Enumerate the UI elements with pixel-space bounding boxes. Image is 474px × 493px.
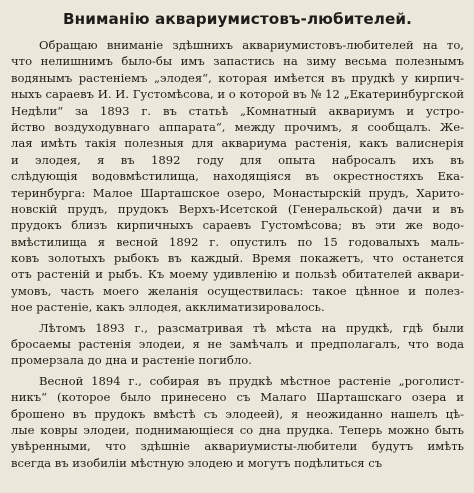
article-body <box>11 37 464 471</box>
article-paragraph-2 <box>11 320 464 369</box>
text-line: что нелишнимъ было-бы имъ запастись на зиму весьма полезнымъ <box>11 54 464 69</box>
text-line: Недѣли“ за 1893 г. въ статьѣ „Комнатный аквариумъ и устро- <box>11 103 464 118</box>
text-line: новскій прудъ, прудокъ Верхъ-Исетской (Генеральской) дачи и въ <box>11 201 464 216</box>
text-line: никъ“ (которое было принесено съ Малаго Шарташскаго озера и <box>11 390 464 405</box>
text-line: промерзала до дна и растеніе погибло. <box>11 353 252 368</box>
text-line: ное растеніе, какъ эллодея, акклиматизировалось. <box>11 300 325 315</box>
text-line: йство воздуходувнаго аппарата“, между прочимъ, я сообщалъ. Же- <box>11 119 464 134</box>
text-line: Обращаю вниманіе здѣшнихъ аквариумистовъ-любителей на то, <box>39 38 464 52</box>
text-line: и элодея, я въ 1892 году для опыта набросалъ ихъ въ <box>11 152 464 167</box>
text-line: водянымъ растеніемъ „элодея“, которая имѣется въ прудкѣ у кирпич- <box>11 70 464 85</box>
text-line: всегда въ изобиліи мѣстную элодею и могутъ подѣлиться съ <box>11 455 383 470</box>
article-paragraph-1 <box>11 37 464 316</box>
text-line: прудокъ близъ кирпичныхъ сараевъ Густомѣсова; въ эти же водо- <box>11 218 464 233</box>
text-line: увѣренными, что здѣшніе аквариумисты-любители будутъ имѣть <box>11 439 464 454</box>
text-line: брошено въ прудокъ вмѣстѣ съ элодеей), я неожиданно нашелъ цѣ- <box>11 406 464 421</box>
text-line: бросаемы растенія элодеи, я не замѣчалъ и предполагалъ, что вода <box>11 337 464 352</box>
text-line: теринбурга: Малое Шарташское озеро, Монастырскій прудъ, Харито- <box>11 185 464 200</box>
text-line: умовъ, часть моего желанія осуществилась: такое цѣнное и полез- <box>11 283 464 298</box>
text-line: Лѣтомъ 1893 г., разсматривая тѣ мѣста на прудкѣ, гдѣ были <box>39 320 464 335</box>
text-line: отъ растеній и рыбъ. Къ моему удивленію и пользѣ обитателей аквари- <box>11 267 464 282</box>
text-line: ныхъ сараевъ И. И. Густомѣсова, и о которой въ № 12 „Екатеринбургской <box>11 87 464 102</box>
text-line: вмѣстилища я весной 1892 г. опустилъ по 15 годовалыхъ маль- <box>11 234 464 249</box>
text-line: слѣдующія водовмѣстилища, находящіяся въ окрестностяхъ Ека- <box>11 169 464 184</box>
article-paragraph-3 <box>11 373 464 471</box>
text-line: лые ковры элодеи, поднимающіеся со дна прудка. Теперь можно быть <box>11 422 464 437</box>
text-line: лая имѣть такія полезныя для аквариума растенія, какъ валиснерія <box>11 136 464 151</box>
text-line: Весной 1894 г., собирая въ прудкѣ мѣстное растеніе „роголист- <box>39 373 464 388</box>
text-line: ковъ золотыхъ рыбокъ въ каждый. Время покажетъ, что останется <box>11 251 464 266</box>
article-title: Вниманію аквариумистовъ-любителей. <box>62 10 413 28</box>
